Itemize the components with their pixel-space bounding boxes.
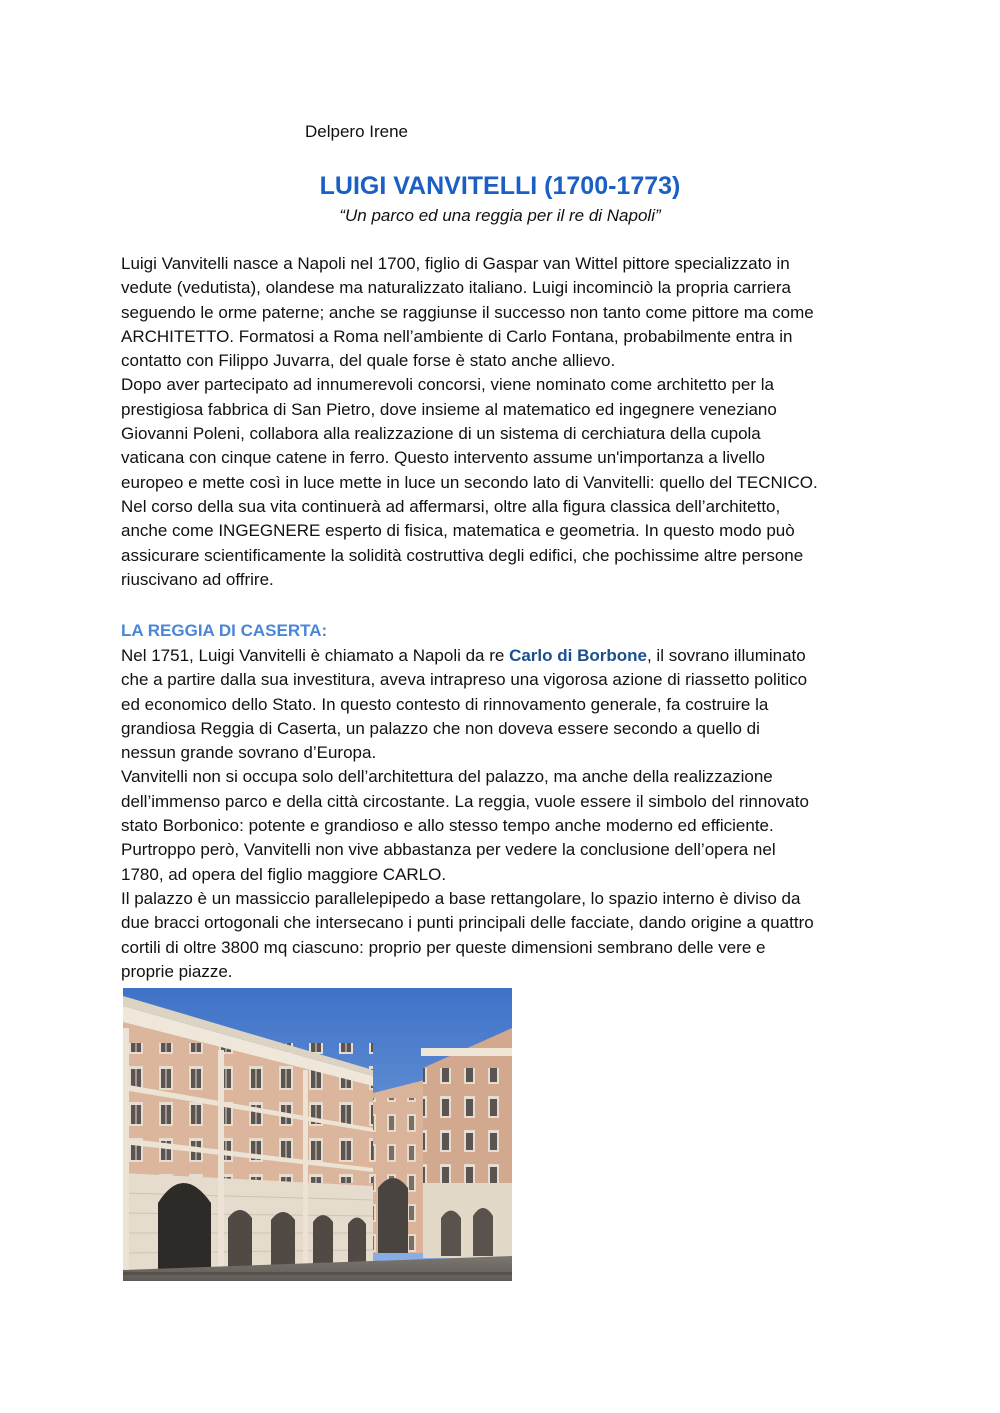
intro-line: contatto con Filippo Juvarra, del quale forse è stato anche allievo. xyxy=(121,351,616,371)
author-name: Delpero Irene xyxy=(305,122,409,141)
reggia-line: cortili di oltre 3800 mq ciascuno: proprio per queste dimensioni sembrano delle vere e xyxy=(121,937,766,957)
intro-line: prestigiosa fabbrica di San Pietro, dove insieme al matematico ed ingegnere veneziano xyxy=(121,399,777,419)
document-title: LUIGI VANVITELLI (1700-1773) xyxy=(319,172,681,200)
reggia-first-line xyxy=(121,644,901,668)
reggia-courtyard-photo xyxy=(123,988,512,1281)
document-subtitle: “Un parco ed una reggia per il re di Napoli” xyxy=(339,206,661,225)
reggia-line: che a partire dalla sua investitura, aveva intrapreso una vigorosa azione di riassetto politico xyxy=(121,670,808,690)
reggia-line: proprie piazze. xyxy=(121,961,233,981)
reggia-line: Purtroppo però, Vanvitelli non vive abbastanza per vedere la conclusione dell’opera nel xyxy=(121,840,776,860)
reggia-line: stato Borbonico: potente e grandioso e allo stesso tempo anche moderno ed efficiente. xyxy=(121,816,774,836)
intro-line: Luigi Vanvitelli nasce a Napoli nel 1700, figlio di Gaspar van Wittel pittore specializzato in xyxy=(121,254,790,273)
reggia-line: nessun grande sovrano d’Europa. xyxy=(121,743,377,763)
reggia-line: grandiosa Reggia di Caserta, un palazzo che non doveva essere secondo a quello di xyxy=(121,718,760,738)
reggia-paragraph xyxy=(121,644,901,984)
intro-line: Giovanni Poleni, collabora alla realizzazione di un sistema di cerchiatura della cupola xyxy=(121,424,761,444)
reggia-line: Il palazzo è un massiccio parallelepipedo a base rettangolare, lo spazio interno è diviso da xyxy=(121,888,801,908)
reggia-line: due bracci ortogonali che intersecano i punti principali delle facciate, dando origine a quattro xyxy=(121,913,814,933)
intro-paragraph xyxy=(121,252,901,592)
reggia-first-line-end: , il sovrano illuminato xyxy=(646,646,806,665)
intro-line: seguendo le orme paterne; anche se raggiunse il successo non tanto come pittore ma come xyxy=(121,302,814,322)
section-heading: LA REGGIA DI CASERTA: xyxy=(121,621,328,640)
reggia-first-line-start: Nel 1751, Luigi Vanvitelli è chiamato a Napoli da re xyxy=(121,646,510,665)
reggia-line: dell’immenso parco e della città circostante. La reggia, vuole essere il simbolo del rinnovato xyxy=(121,791,809,811)
intro-line: Nel corso della sua vita continuerà ad affermarsi, oltre alla figura classica dell’architetto, xyxy=(121,496,781,516)
intro-line: anche come INGEGNERE esperto di fisica, matematica e geometria. In questo modo può xyxy=(121,521,795,541)
intro-line: ARCHITETTO. Formatosi a Roma nell’ambiente di Carlo Fontana, probabilmente entra in xyxy=(121,326,793,346)
intro-line: riuscivano ad offrire. xyxy=(121,569,274,589)
intro-line: europeo e mette così in luce mette in luce un secondo lato di Vanvitelli: quello del TECNICO. xyxy=(121,472,818,492)
intro-line: vedute (vedutista), olandese ma naturalizzato italiano. Luigi incominciò la propria carriera xyxy=(121,278,791,298)
reggia-line: Vanvitelli non si occupa solo dell’architettura del palazzo, ma anche della realizzazione xyxy=(121,767,773,787)
carlo-di-borbone-highlight: Carlo di Borbone xyxy=(509,646,647,665)
reggia-line: 1780, ad opera del figlio maggiore CARLO. xyxy=(121,864,447,884)
intro-line: vaticana con cinque catene in ferro. Questo intervento assume un'importanza a livello xyxy=(121,448,765,468)
intro-line: assicurare scientificamente la solidità costruttiva degli edifici, che pochissime altre persone xyxy=(121,545,804,565)
reggia-line: ed economico dello Stato. In questo contesto di rinnovamento generale, fa costruire la xyxy=(121,694,769,714)
intro-line: Dopo aver partecipato ad innumerevoli concorsi, viene nominato come architetto per la xyxy=(121,375,774,395)
